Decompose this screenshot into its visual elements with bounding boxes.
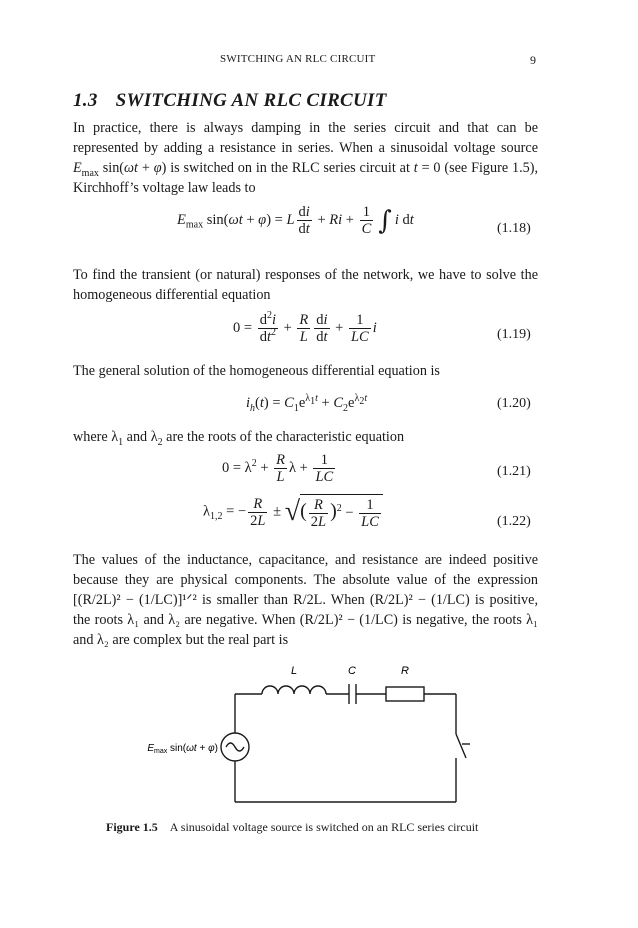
label-l: L xyxy=(290,665,298,677)
rlc-circuit-diagram xyxy=(120,660,490,810)
paragraph-transient xyxy=(73,265,538,305)
section-heading xyxy=(73,90,387,112)
paragraph-text: where xyxy=(73,429,112,445)
equation-1-19: 0 = $\frac{d^2i}{dt^2}$ + $\frac{R}{L}$ $\frac{di}{dt}$ + $\frac{1}{LC}$ i xyxy=(233,310,377,345)
equation-number: (1.21) xyxy=(497,464,531,479)
equation-1-18: $E_{max}$ sin(ωt + φ) = L $\frac{di}{dt}$ + Ri + $\frac{1}{C}$ ∫ i dt xyxy=(177,204,414,237)
paragraph-text: (see Figure 1.5), Kirchhoff’s voltage law leads to xyxy=(73,160,538,196)
equation-1-21: $0 = \lambda^2$ + $\frac{R}{L}$ λ + $\frac{1}{LC}$ xyxy=(222,452,334,485)
figure-label: Figure 1.5 xyxy=(106,820,158,834)
figure-caption xyxy=(106,820,478,835)
paragraph-general-solution xyxy=(73,361,538,381)
equation-number: (1.19) xyxy=(497,327,531,342)
paragraph-text: The general solution of the homogeneous differential equation is xyxy=(73,363,440,379)
inductor xyxy=(262,686,326,694)
page-number: 9 xyxy=(530,53,536,67)
equation-number: (1.18) xyxy=(497,221,531,236)
paragraph-intro xyxy=(73,118,538,198)
paragraph-text: and xyxy=(123,429,151,445)
section-title: SWITCHING AN RLC CIRCUIT xyxy=(115,90,387,111)
running-head-title: SWITCHING AN RLC CIRCUIT xyxy=(220,53,376,65)
label-r: R xyxy=(401,665,409,677)
equation-1-22: $\lambda_{1,2}$ = − $\frac{R}{2L}$ ± √( $\frac{R}{2L}$ )$^2$ − $\frac{1}{LC}$ xyxy=(203,494,383,530)
equation-1-20: $i_h(t) = C_1e^{\lambda_1t} + C_2e^{\lambda_2t}$ xyxy=(246,393,368,414)
paragraph-roots: where $\lambda_1$ and $\lambda_2$ are the roots of the characteristic equation xyxy=(73,429,405,448)
inline-math-source: $E_{max}$ sin(ωt + φ) xyxy=(73,160,167,179)
inline-math-t-zero: t = 0 xyxy=(413,160,441,176)
paragraph-text: is switched on in the RLC series circuit at xyxy=(166,160,414,176)
figure-caption-text: A sinusoidal voltage source is switched on an RLC series circuit xyxy=(169,820,479,834)
paragraph-text: The values of the inductance, capacitance, and resistance are indeed positive because they are physical components. The absolute value of the expression [(R/2L)² − (1/LC)]¹ᐟ² is smaller than R/2L. When (R/2L)² − (1/LC) is positive, the roots λ₁ and λ₂ are negative. When (R/2L)² − (1/LC) is negative, the roots λ₁ and λ₂ are complex but the real part is xyxy=(73,552,538,648)
paragraph-text: In practice, there is always damping in the series circuit and that can be represented by adding a resistance in series. When a sinusoidal voltage source xyxy=(73,120,538,156)
paragraph-text: are the roots of the characteristic equation xyxy=(162,429,405,445)
label-source: $E_{max}$ sin(ωt + φ) xyxy=(147,743,218,755)
section-number: 1.3 xyxy=(73,90,98,111)
equation-number: (1.20) xyxy=(497,396,531,411)
equation-number: (1.22) xyxy=(497,514,531,529)
paragraph-text: To find the transient (or natural) responses of the network, we have to solve the homogeneous differential equation xyxy=(73,267,538,303)
paragraph-values xyxy=(73,550,538,650)
resistor xyxy=(386,687,424,701)
label-c: C xyxy=(348,665,356,677)
sine-wave-icon xyxy=(226,743,244,751)
switch-blade xyxy=(456,734,466,758)
